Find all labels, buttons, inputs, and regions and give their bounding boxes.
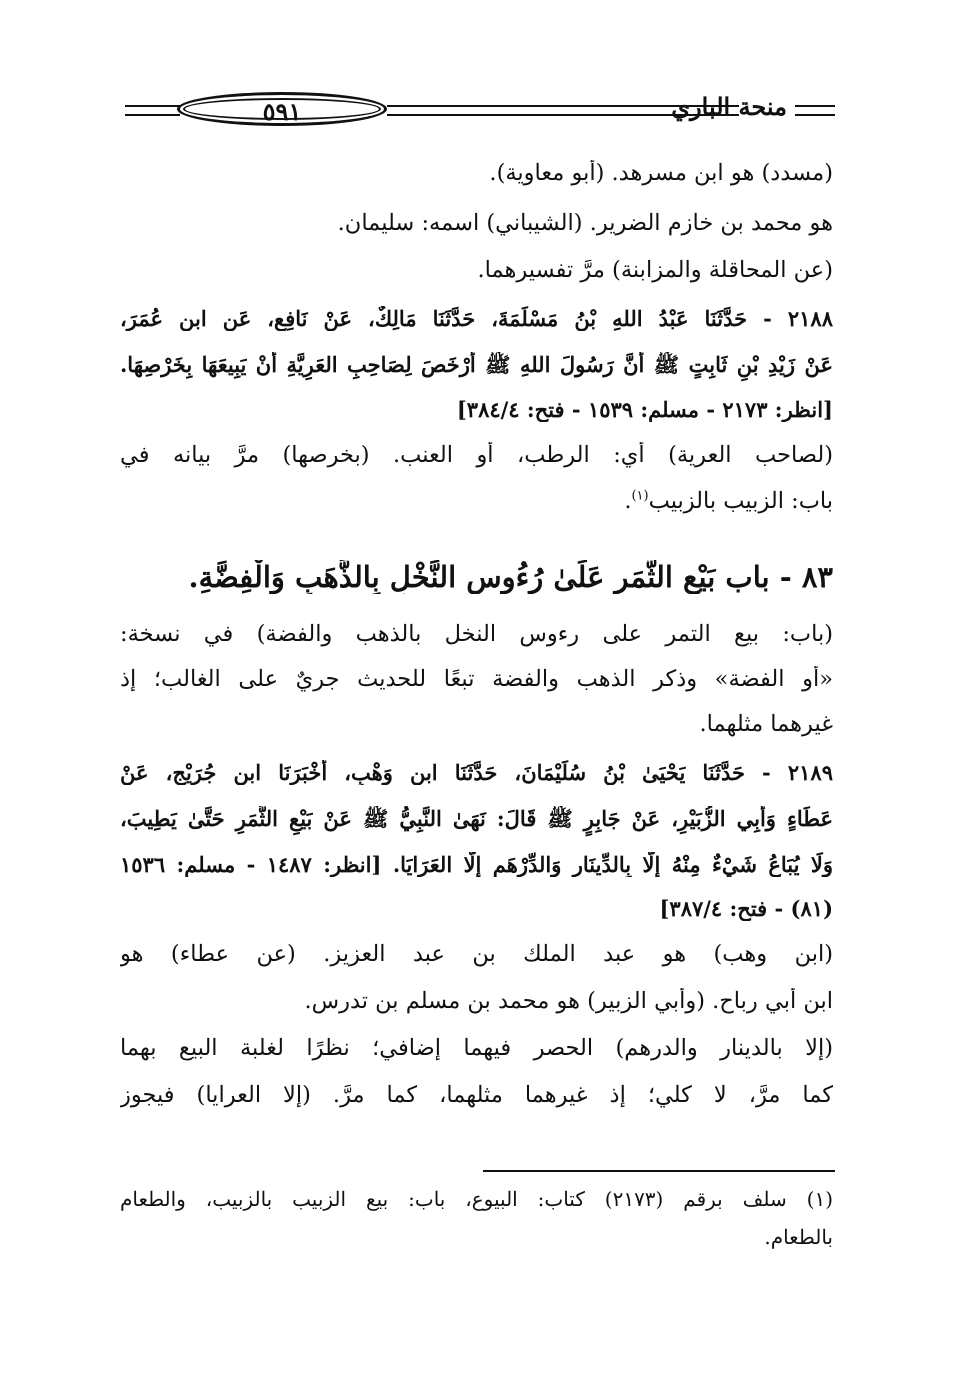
commentary-line-2-end: . (624, 488, 632, 514)
hadith-2189-line-3: وَلَا يُبَاعُ شَيْءٌ مِنْهُ إِلَّا بِالدِّينَارِ وَالدِّرْهَمِ إِلَّا العَرَايَا. [انظر: ١٤٨٧ - مسلم: ١٥٣٦ (120, 852, 833, 877)
book-title: منحة الباري (671, 92, 787, 121)
page-number-frame (177, 92, 387, 126)
footnote-line-2: بالطعام. (764, 1225, 833, 1249)
text-line-2: هو محمد بن خازم الضرير. (الشيباني) اسمه: سليمان. (337, 210, 833, 236)
commentary-2-line-4: كما مرَّ، لا كلي؛ إذ غيرهما مثلهما، كما مرَّ. (إلا العرايا) فيجوز (120, 1082, 833, 1108)
page-header (125, 88, 835, 134)
chapter-text-line-3: غيرهما مثلهما. (699, 711, 833, 737)
commentary-2-line-3: (إلا بالدينار والدرهم) الحصر فيهما إضافي؛ نظرًا لغلبة البيع بهما (120, 1035, 833, 1061)
hadith-2188-line-2: عَنْ زَيْدِ بْنِ ثَابِتٍ ﷺ أَنَّ رَسُولَ اللهِ ﷺ أَرْخَصَ لِصَاحِبِ العَرِيَّةِ أَنْ يَبِيعَهَا بِخَرْصِهَا. (120, 352, 833, 377)
hadith-2189-reference: (٨١) - فتح: ٣٨٧/٤] (659, 896, 833, 921)
chapter-text-line-2: «أو الفضة» وذكر الذهب والفضة تبعًا للحديث جريٌ على الغالب؛ إذ (120, 666, 833, 692)
text-line-1: (مسدد) هو ابن مسرهد. (أبو معاوية). (489, 160, 833, 186)
hadith-2188-line-1: ٢١٨٨ - حَدَّثَنَا عَبْدُ اللهِ بْنُ مَسْلَمَةَ، حَدَّثَنَا مَالِكٌ، عَنْ نَافِعٍ، عَنِ ابنِ عُمَرَ، (120, 306, 833, 331)
text-line-3: (عن المحاقلة والمزابنة) مرَّ تفسيرهما. (477, 257, 833, 283)
chapter-text-line-1: (باب: بيع التمر على رءوس النخل بالذهب والفضة) في نسخة: (120, 621, 833, 647)
hadith-2188-reference: [انظر: ٢١٧٣ - مسلم: ١٥٣٩ - فتح: ٣٨٤/٤] (456, 397, 833, 422)
commentary-2-line-2: ابن أبي رباح. (وأبي الزبير) هو محمد بن مسلم بن تدرس. (304, 988, 833, 1014)
commentary-line-1: (لصاحب العرية) أي: الرطب، أو العنب. (بخرصها) مرَّ بيانه في (120, 442, 833, 468)
footnote-marker: (١) (631, 488, 649, 504)
footnote-separator (483, 1170, 835, 1172)
header-rule-left (125, 105, 180, 116)
commentary-line-2 (120, 488, 833, 514)
footnote-line-1: (١) سلف برقم (٢١٧٣) كتاب: البيوع، باب: بيع الزبيب بالزبيب، والطعام (120, 1187, 833, 1211)
hadith-2189-line-1: ٢١٨٩ - حَدَّثَنَا يَحْيَىٰ بْنُ سُلَيْمَانَ، حَدَّثَنَا ابن وَهْبٍ، أَخْبَرَنَا ابن جُرَيْجٍ، عَنْ (120, 760, 833, 785)
hadith-2189-line-2: عَطَاءٍ وَأَبِي الزُّبَيْرِ، عَنْ جَابِرٍ ﷺ قَالَ: نَهَىٰ النَّبِيُّ ﷺ عَنْ بَيْعِ الثَّمَرِ حَتَّىٰ يَطِيبَ، (120, 806, 833, 831)
commentary-2-line-1: (ابن وهب) هو عبد الملك بن عبد العزيز. (عن عطاء) هو (120, 941, 833, 967)
page-number: ٥٩١ (262, 97, 302, 126)
commentary-line-2-text: باب: الزبيب بالزبيب (648, 488, 833, 514)
header-rule-right (795, 105, 835, 116)
chapter-heading: ٨٣ - باب بَيْعِ الثَّمَرِ عَلَىٰ رُءُوسِ النَّخْلِ بِالذَّهَبِ وَالْفِضَّةِ. (188, 560, 833, 594)
